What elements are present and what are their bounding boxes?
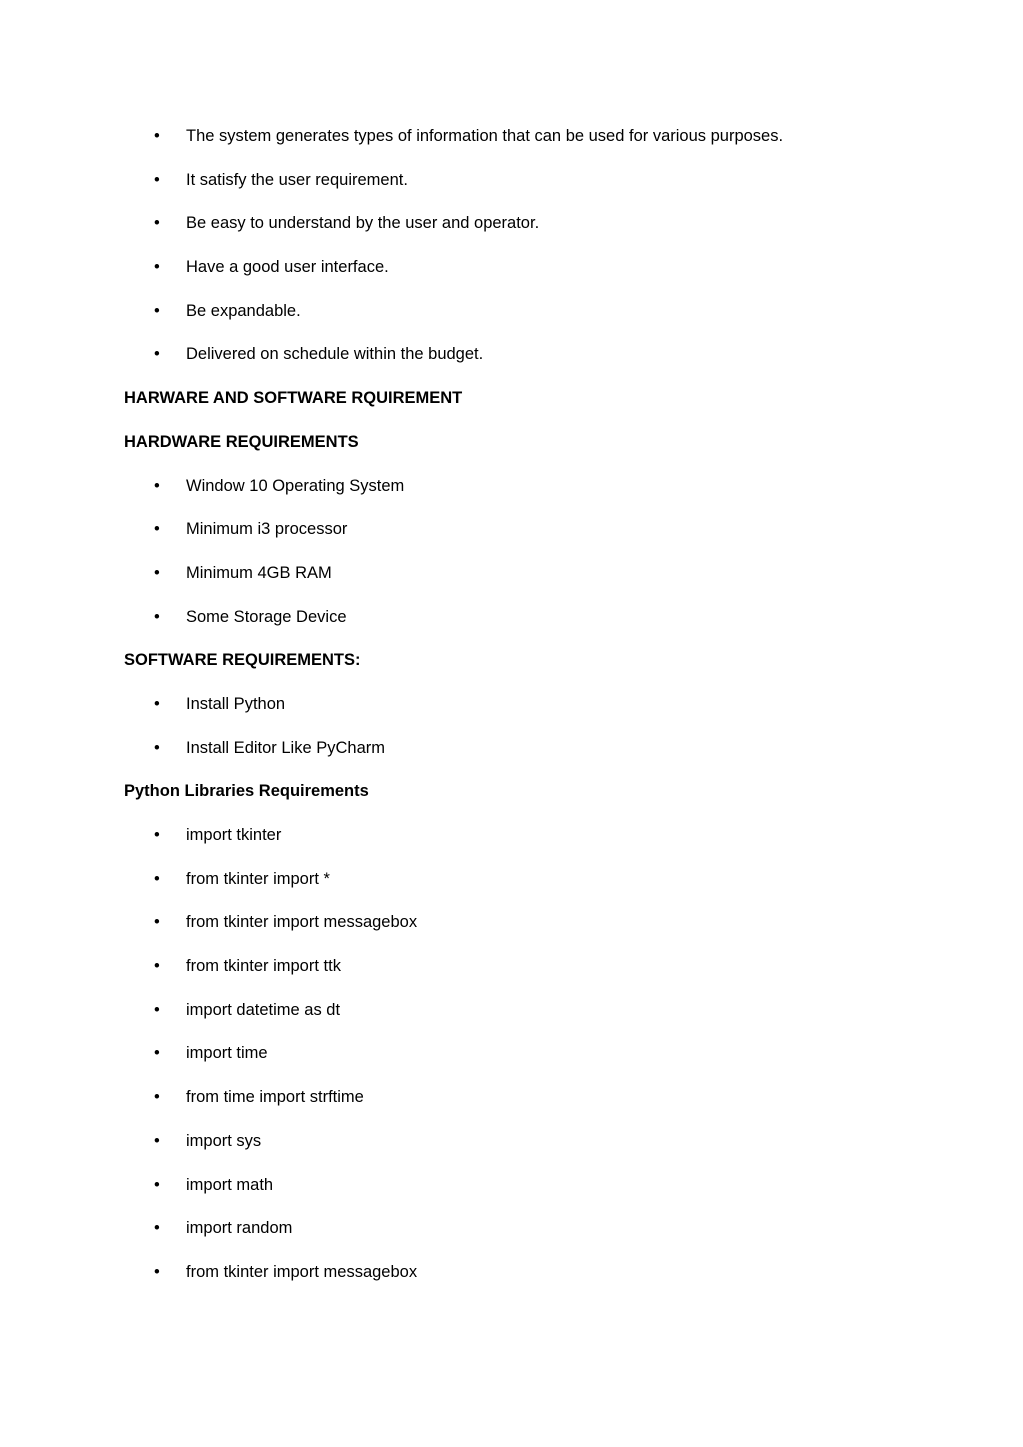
bullet-icon: • (154, 1219, 160, 1238)
list-item-text: Have a good user interface. (186, 258, 389, 277)
list-item (124, 211, 944, 255)
list-item (124, 692, 944, 736)
list-item-text: import math (186, 1175, 274, 1194)
list-item-text: from tkinter import * (186, 869, 330, 888)
bullet-icon: • (154, 563, 160, 582)
bullet-icon: • (154, 301, 160, 320)
bullet-icon: • (154, 913, 160, 932)
list-item (124, 736, 944, 780)
section-heading-software: SOFTWARE REQUIREMENTS: (124, 651, 361, 670)
list-item-text: from tkinter import ttk (186, 957, 341, 976)
bullet-icon: • (154, 520, 160, 539)
list-item (124, 605, 944, 649)
list-item (124, 342, 944, 386)
bullet-icon: • (154, 258, 160, 277)
bullet-icon: • (154, 214, 160, 233)
bullet-icon: • (154, 1175, 160, 1194)
list-item-text: from time import strftime (186, 1088, 364, 1107)
list-item (124, 474, 944, 518)
bullet-icon: • (154, 127, 160, 145)
list-item-text: import tkinter (186, 826, 282, 844)
bullet-icon: • (154, 1262, 160, 1281)
list-item (124, 823, 944, 867)
list-item-text: Install Python (186, 694, 286, 713)
list-item (124, 867, 944, 911)
list-item (124, 299, 944, 343)
list-item (124, 954, 944, 998)
list-item (124, 1129, 944, 1173)
list-item (124, 255, 944, 299)
list-item-text: Some Storage Device (186, 607, 347, 626)
bullet-icon: • (154, 1044, 160, 1063)
list-item (124, 517, 944, 561)
list-item (124, 1260, 944, 1304)
list-item (124, 998, 944, 1042)
list-item (124, 561, 944, 605)
section-heading-python-libraries: Python Libraries Requirements (124, 782, 369, 801)
bullet-icon: • (154, 345, 160, 364)
list-item (124, 168, 944, 212)
bullet-icon: • (154, 1088, 160, 1107)
bullet-icon: • (154, 826, 160, 844)
list-item-text: Be expandable. (186, 301, 301, 320)
list-item-text: import random (186, 1219, 293, 1238)
list-item-text: import datetime as dt (186, 1000, 341, 1019)
section-heading-hardware: HARDWARE REQUIREMENTS (124, 432, 359, 451)
list-item-text: Be easy to understand by the user and operator. (186, 214, 540, 233)
bullet-icon: • (154, 607, 160, 626)
list-item-text: The system generates types of information that can be used for various purposes. (186, 127, 784, 145)
section-heading-hardware-software: HARWARE AND SOFTWARE RQUIREMENT (124, 389, 463, 408)
list-item (124, 1085, 944, 1129)
list-item-text: from tkinter import messagebox (186, 913, 418, 932)
list-item (124, 910, 944, 954)
list-item-text: import time (186, 1044, 268, 1063)
bullet-icon: • (154, 1131, 160, 1150)
bullet-icon: • (154, 170, 160, 189)
list-item-text: Window 10 Operating System (186, 476, 405, 495)
bullet-icon: • (154, 1000, 160, 1019)
list-item-text: Delivered on schedule within the budget. (186, 345, 484, 364)
list-item (124, 1173, 944, 1217)
bullet-icon: • (154, 694, 160, 713)
bullet-icon: • (154, 738, 160, 757)
list-item (124, 1041, 944, 1085)
list-item-text: It satisfy the user requirement. (186, 170, 408, 189)
list-item (124, 1216, 944, 1260)
bullet-icon: • (154, 957, 160, 976)
list-item-text: Minimum 4GB RAM (186, 563, 332, 582)
bullet-icon: • (154, 476, 160, 495)
list-item-text: Install Editor Like PyCharm (186, 738, 385, 757)
list-item-text: from tkinter import messagebox (186, 1262, 418, 1281)
document-body (124, 124, 944, 1304)
list-item (124, 124, 944, 168)
list-item-text: import sys (186, 1131, 262, 1150)
list-item-text: Minimum i3 processor (186, 520, 348, 539)
bullet-icon: • (154, 869, 160, 888)
